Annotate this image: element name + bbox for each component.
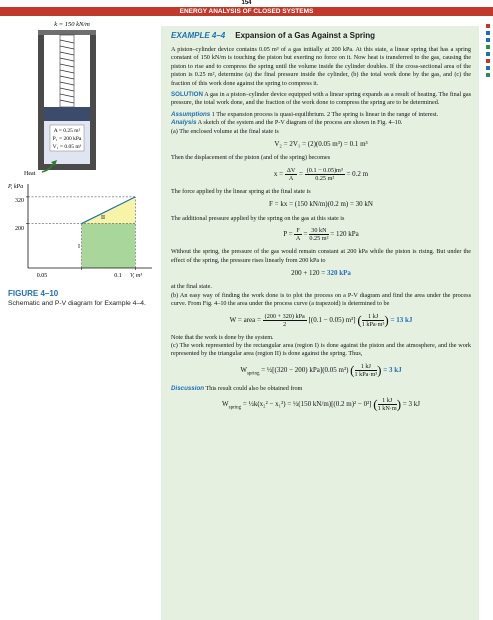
eq6-den: 2 bbox=[283, 320, 287, 328]
eq7-unit-fraction bbox=[355, 363, 378, 378]
eq6-fraction bbox=[263, 313, 307, 328]
eq7-unit-den: 1 kPa·m³ bbox=[354, 370, 378, 378]
note-text: Note that the work is done by the system. bbox=[171, 333, 274, 341]
eq8-sub: spring bbox=[228, 405, 242, 411]
discussion-label: Discussion bbox=[171, 384, 205, 392]
edge-marker-1 bbox=[486, 31, 490, 35]
eq6-num: (200 + 320) kPa bbox=[264, 312, 305, 320]
eq2-fraction-1 bbox=[285, 167, 297, 182]
eq5-result: 320 kPa bbox=[326, 268, 351, 277]
eq4-equals: = bbox=[303, 230, 308, 239]
y-tick-200: 200 bbox=[15, 226, 24, 232]
eq7-close-paren: ) bbox=[377, 362, 382, 378]
region-i-area bbox=[82, 224, 136, 268]
eq5-lhs: 200 + 120 = bbox=[291, 268, 326, 277]
eq8-unit-fraction bbox=[378, 397, 397, 412]
figure-caption-text: Schematic and P-V diagram for Example 4–4. bbox=[8, 300, 146, 307]
eq7-result: = 3 kJ bbox=[383, 365, 402, 374]
assumptions-paragraph bbox=[171, 111, 471, 119]
edge-marker-5 bbox=[486, 59, 490, 63]
without-spring-text: Without the spring, the pressure of the gas would remain constant at 200 kPa while the piston is rising. But under the effect of the spring, the pressure rises linearly from 200 kPa to bbox=[171, 248, 471, 264]
edge-marker-3 bbox=[486, 45, 490, 49]
area-label: A = 0.25 m² bbox=[53, 128, 81, 134]
eq4-fraction-2 bbox=[309, 227, 328, 242]
analysis-text: A sketch of the system and the P-V diagram of the process are shown in Fig. 4–10. bbox=[197, 119, 403, 127]
cylinder-left-wall bbox=[38, 35, 44, 167]
eq4-result: = 120 kPa bbox=[330, 230, 359, 239]
eq6-lhs: W = area = bbox=[229, 315, 261, 324]
edge-markers bbox=[486, 24, 490, 80]
eq4-lhs: P = bbox=[283, 230, 293, 239]
example-title: Expansion of a Gas Against a Spring bbox=[235, 31, 375, 40]
eq2-fraction-2 bbox=[305, 167, 345, 182]
eq4-den1: A bbox=[295, 235, 301, 243]
piston bbox=[44, 107, 90, 121]
equation-spring-force: F = kx = (150 kN/m)(0.2 m) = 30 kN bbox=[268, 200, 373, 209]
eq8-mid: = ½k(x₂² − x₁²) = ½(150 kN/m)[(0.2 m)² − 0²] bbox=[242, 400, 372, 409]
page-header bbox=[0, 0, 493, 16]
plot-layer bbox=[26, 184, 152, 270]
assumptions-label: Assumptions bbox=[171, 110, 211, 118]
pv-diagram bbox=[6, 180, 156, 288]
eq4-fraction-1 bbox=[294, 227, 301, 242]
final-state-text: at the final state. bbox=[171, 283, 212, 291]
heat-label: Heat bbox=[24, 171, 36, 177]
figure-number: FIGURE 4–10 bbox=[8, 289, 59, 298]
chapter-title: ENERGY ANALYSIS OF CLOSED SYSTEMS bbox=[179, 8, 314, 15]
spring-constant-label: k = 150 kN/m bbox=[54, 21, 90, 28]
piston-cylinder-sketch bbox=[20, 18, 130, 178]
eq8-unit-den: 1 kN·m bbox=[377, 405, 397, 413]
eq8-lhs: W bbox=[222, 400, 229, 409]
eq2-num1: ΔV bbox=[286, 166, 296, 174]
discussion-paragraph bbox=[171, 385, 471, 393]
eq2-den2: 0.25 m² bbox=[315, 174, 335, 182]
analysis-paragraph bbox=[171, 119, 471, 127]
eq6-unit-den: 1 kPa·m³ bbox=[361, 320, 385, 328]
eq7-sub: spring bbox=[246, 371, 260, 377]
eq8-result: = 3 kJ bbox=[402, 400, 420, 409]
eq2-den1: A bbox=[288, 174, 294, 182]
eq2-equals: = bbox=[299, 169, 303, 178]
eq6-unit-fraction bbox=[362, 313, 385, 328]
problem-statement: A piston–cylinder device contains 0.05 m³ of a gas initially at 200 kPa. At this state, a linear spring that has a spring constant of 150 kN/m is touching the piston but exerting no force on it. Now heat is transferred to the gas, causing the piston to rise and to compress the spring until the volume inside the cylinder doubles. If the cross-sectional area of the piston is 0.25 m², determine (a) the final pressure inside the cylinder, (b) the total work done by the gas, and (c) the fraction of this work done against the spring to compress it. bbox=[171, 46, 471, 87]
eq7-lhs: W bbox=[240, 365, 247, 374]
region-ii-label: II bbox=[101, 215, 105, 221]
cylinder-top-bar bbox=[38, 30, 96, 35]
spring bbox=[60, 35, 74, 107]
assumptions-text: 1 The expansion process is quasi-equilibrium. 2 The spring is linear in the range of interest. bbox=[211, 110, 439, 118]
equation-final-volume: V₂ = 2V₁ = (2)(0.05 m³) = 0.1 m³ bbox=[274, 140, 368, 149]
edge-marker-0 bbox=[486, 24, 490, 28]
equation-spring-work bbox=[171, 363, 471, 379]
eq4-num1: F bbox=[296, 227, 300, 235]
example-label: EXAMPLE 4–4 bbox=[171, 31, 226, 40]
eq6-unit-num: 1 kJ bbox=[362, 313, 385, 321]
eq6-result: = 13 kJ bbox=[390, 315, 413, 324]
equation-final-pressure bbox=[171, 269, 471, 277]
y-tick-320: 320 bbox=[15, 198, 24, 204]
eq8-open-paren: ( bbox=[373, 396, 378, 412]
solution-text: A gas in a piston–cylinder device equipped with a linear spring expands as a result of heating. The final gas pressure, the total work done, and the fraction of the work done to compress the spring are to be determined. bbox=[171, 91, 471, 107]
y-axis-label: P, kPa bbox=[8, 184, 24, 190]
cylinder-bottom bbox=[38, 164, 96, 170]
region-i-label: I bbox=[78, 244, 80, 250]
eq6-open-paren: ( bbox=[357, 311, 362, 327]
equation-spring-pressure bbox=[171, 227, 471, 242]
eq4-num2: 30 kN bbox=[311, 227, 327, 235]
part-a-intro: (a) The enclosed volume at the final state is bbox=[171, 127, 279, 135]
eq8-unit-num: 1 kJ bbox=[378, 397, 397, 405]
equation-total-work bbox=[171, 313, 471, 328]
eq2-num2: (0.1 − 0.05)m³ bbox=[306, 166, 343, 174]
eq7-open-paren: ( bbox=[350, 362, 355, 378]
edge-marker-4 bbox=[486, 52, 490, 56]
eq2-lhs: x = bbox=[273, 169, 284, 178]
example-heading bbox=[171, 31, 471, 40]
x-tick-0-05: 0.05 bbox=[36, 273, 48, 279]
eq6-close-paren: ) bbox=[384, 311, 389, 327]
x-tick-0-1: 0.1 bbox=[114, 273, 122, 279]
part-c-text: (c) The work represented by the rectangular area (region I) is done against the piston and the atmosphere, and the work represented by the triangular area (region II) is done against the spring. Thus, bbox=[171, 341, 471, 358]
eq6-mid: [(0.1 − 0.05) m³] bbox=[308, 315, 356, 324]
discussion-text: This result could also be obtained from bbox=[205, 384, 303, 392]
example-body bbox=[171, 46, 471, 419]
edge-marker-6 bbox=[486, 66, 490, 70]
page-number: 154 bbox=[241, 0, 252, 6]
equation-displacement bbox=[171, 167, 471, 182]
displacement-intro: Then the displacement of the piston (and of the spring) becomes bbox=[171, 154, 331, 162]
x-axis-label: V, m³ bbox=[130, 273, 143, 279]
initial-volume-label: V₁ = 0.05 m³ bbox=[52, 144, 82, 150]
eq7-mid: = ½[(320 − 200) kPa](0.05 m³) bbox=[261, 365, 349, 374]
force-intro: The force applied by the linear spring at the final state is bbox=[171, 187, 311, 195]
eq7-unit-num: 1 kJ bbox=[355, 363, 378, 371]
eq4-den2: 0.25 m² bbox=[309, 235, 329, 243]
equation-spring-work-alt bbox=[171, 397, 471, 413]
solution-paragraph bbox=[171, 91, 471, 108]
initial-pressure-label: P₁ = 200 kPa bbox=[52, 136, 82, 142]
part-b-text: (b) An easy way of finding the work done is to plot the process on a P-V diagram and find the area under the process curve. From Fig. 4–10 the area under the process curve (a trapezoid) is determined to be bbox=[171, 291, 471, 308]
figure-caption bbox=[8, 289, 158, 308]
edge-marker-7 bbox=[486, 73, 490, 77]
edge-marker-2 bbox=[486, 38, 490, 42]
eq2-result: = 0.2 m bbox=[346, 169, 369, 178]
pressure-intro: The additional pressure applied by the spring on the gas at this state is bbox=[171, 214, 345, 222]
cylinder-right-wall bbox=[90, 35, 96, 167]
eq8-close-paren: ) bbox=[396, 396, 402, 412]
analysis-label: Analysis bbox=[171, 119, 197, 127]
solution-label: SOLUTION bbox=[171, 91, 203, 99]
